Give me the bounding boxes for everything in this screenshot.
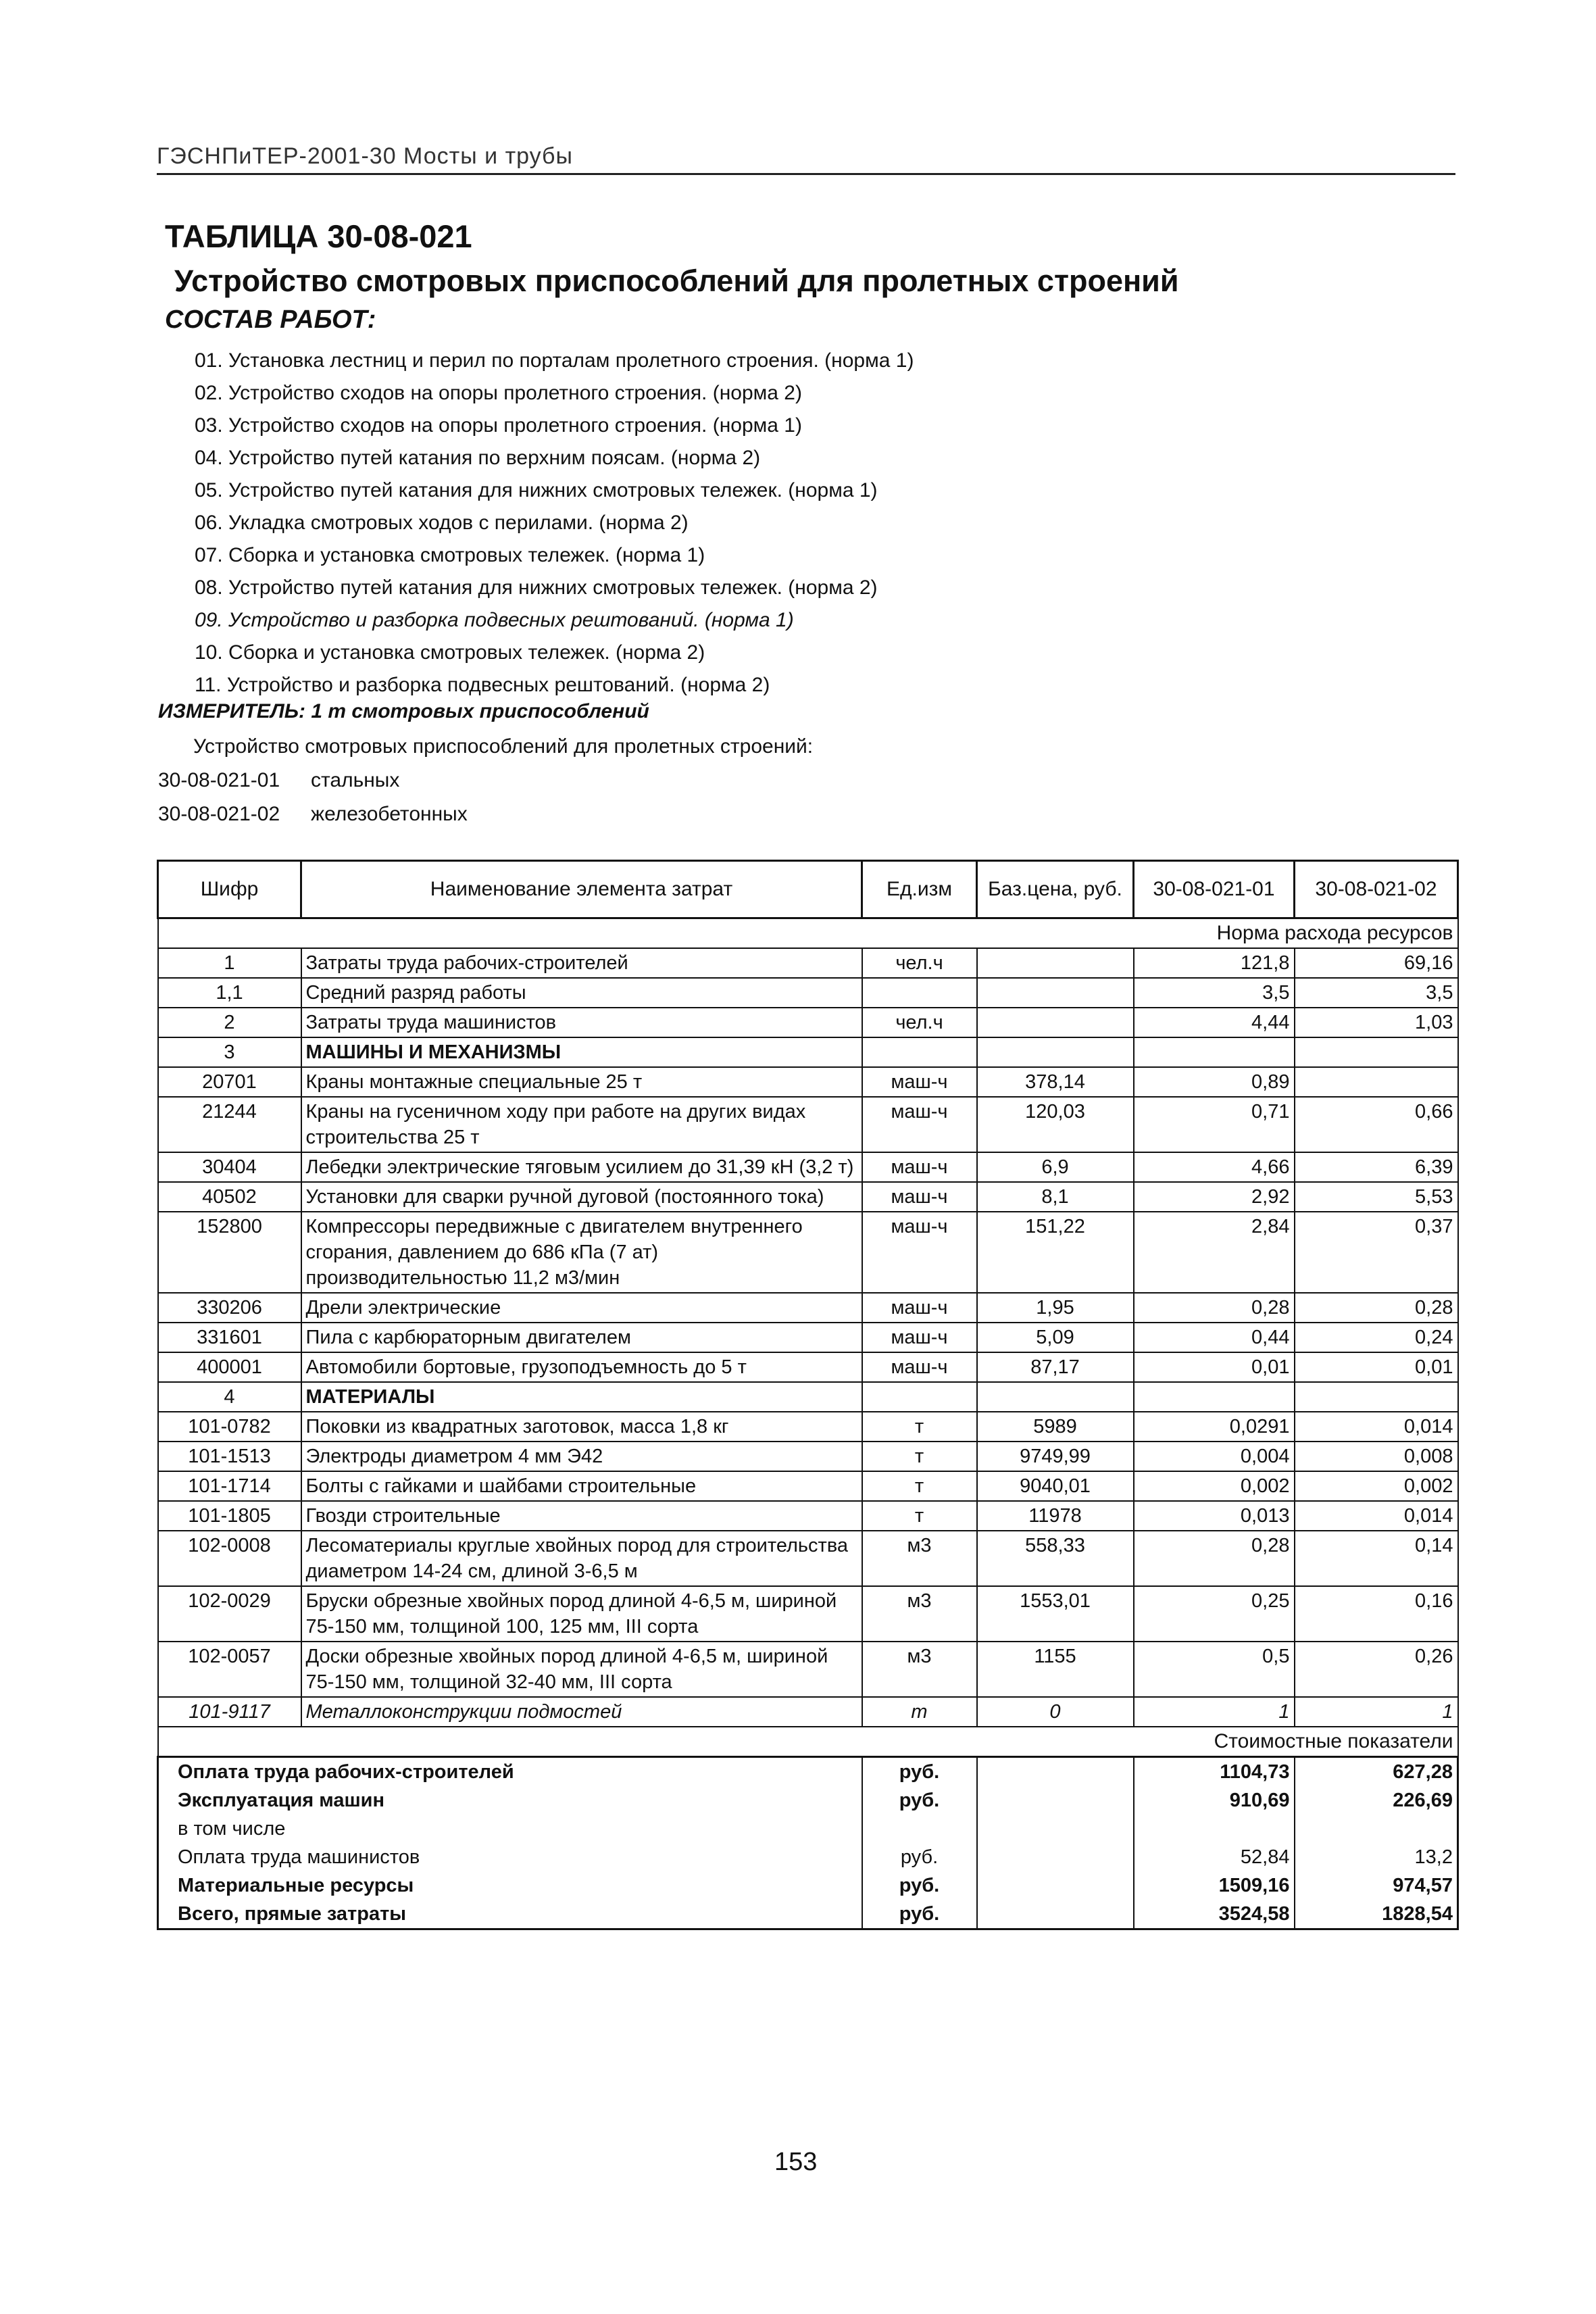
cell-price: 1553,01	[977, 1586, 1134, 1642]
cost-band-row	[158, 1727, 1458, 1757]
cell-unit: т	[862, 1697, 977, 1727]
cell-name: Электроды диаметром 4 мм Э42	[301, 1442, 862, 1471]
cell-value-1: 0,71	[1134, 1097, 1295, 1152]
cell-name: МАТЕРИАЛЫ	[301, 1382, 862, 1412]
section-row	[158, 1382, 1458, 1412]
cell-value-1: 0,28	[1134, 1293, 1295, 1323]
cell-code: 40502	[158, 1182, 301, 1212]
cell-value-1: 0,25	[1134, 1586, 1295, 1642]
summary-price	[977, 1843, 1134, 1871]
cell-price: 9749,99	[977, 1442, 1134, 1471]
table-row	[158, 978, 1458, 1008]
cell-price: 5989	[977, 1412, 1134, 1442]
table-row	[158, 1152, 1458, 1182]
table-row	[158, 1501, 1458, 1531]
cell-price: 120,03	[977, 1097, 1134, 1152]
cell-value-2	[1295, 1067, 1458, 1097]
cell-name: Лесоматериалы круглые хвойных пород для строительства диаметром 14-24 см, длиной 3-6,5 м	[301, 1531, 862, 1586]
summary-row	[158, 1900, 1458, 1929]
cell-price: 0	[977, 1697, 1134, 1727]
cell-code: 3	[158, 1037, 301, 1067]
summary-row	[158, 1786, 1458, 1815]
cell-value-2: 1	[1295, 1697, 1458, 1727]
cell-name: Средний разряд работы	[301, 978, 862, 1008]
cell-value-1: 2,84	[1134, 1212, 1295, 1293]
cell-value-1: 0,002	[1134, 1471, 1295, 1501]
cell-value-2: 0,16	[1295, 1586, 1458, 1642]
summary-price	[977, 1900, 1134, 1929]
cell-price: 5,09	[977, 1323, 1134, 1352]
cell-price: 558,33	[977, 1531, 1134, 1586]
work-item: 09. Устройство и разборка подвесных рештований. (норма 1)	[195, 609, 794, 631]
cell-unit: т	[862, 1412, 977, 1442]
cell-name: Дрели электрические	[301, 1293, 862, 1323]
cell-code: 152800	[158, 1212, 301, 1293]
cell-value-2: 0,28	[1295, 1293, 1458, 1323]
code-value: 30-08-021-01	[158, 769, 280, 791]
summary-value-1: 1104,73	[1134, 1757, 1295, 1787]
cell-value-1: 121,8	[1134, 948, 1295, 978]
cell-value-1: 0,004	[1134, 1442, 1295, 1471]
table-row	[158, 1067, 1458, 1097]
table-row	[158, 1182, 1458, 1212]
header-rule	[157, 173, 1455, 175]
cell-value-2: 0,24	[1295, 1323, 1458, 1352]
cell-code: 2	[158, 1008, 301, 1037]
cell-unit: маш-ч	[862, 1152, 977, 1182]
table-row	[158, 948, 1458, 978]
summary-value-2: 974,57	[1295, 1871, 1458, 1900]
summary-row	[158, 1815, 1458, 1843]
cell-unit: маш-ч	[862, 1182, 977, 1212]
summary-unit: руб.	[862, 1900, 977, 1929]
table-row	[158, 1697, 1458, 1727]
cell-unit: маш-ч	[862, 1293, 977, 1323]
cell-value-2: 5,53	[1295, 1182, 1458, 1212]
cell-code: 101-0782	[158, 1412, 301, 1442]
summary-price	[977, 1757, 1134, 1787]
summary-unit	[862, 1815, 977, 1843]
summary-label: Оплата труда рабочих-строителей	[158, 1757, 862, 1787]
cell-value-1: 1	[1134, 1697, 1295, 1727]
summary-label: Оплата труда машинистов	[158, 1843, 862, 1871]
header-code: Шифр	[158, 861, 301, 918]
summary-unit: руб.	[862, 1843, 977, 1871]
cell-value-2	[1295, 1037, 1458, 1067]
cell-value-1	[1134, 1037, 1295, 1067]
cell-price: 8,1	[977, 1182, 1134, 1212]
cell-unit	[862, 978, 977, 1008]
summary-label: Всего, прямые затраты	[158, 1900, 862, 1929]
cell-value-1: 0,0291	[1134, 1412, 1295, 1442]
table-title: ТАБЛИЦА 30-08-021	[165, 218, 472, 254]
cell-code: 101-9117	[158, 1697, 301, 1727]
work-item: 05. Устройство путей катания для нижних смотровых тележек. (норма 1)	[195, 479, 878, 501]
cell-value-1: 4,66	[1134, 1152, 1295, 1182]
summary-unit: руб.	[862, 1871, 977, 1900]
cell-unit: маш-ч	[862, 1323, 977, 1352]
norm-band: Норма расхода ресурсов	[158, 918, 1458, 949]
table-row	[158, 1097, 1458, 1152]
cell-value-2: 6,39	[1295, 1152, 1458, 1182]
cell-value-1: 3,5	[1134, 978, 1295, 1008]
summary-value-2	[1295, 1815, 1458, 1843]
summary-value-1: 1509,16	[1134, 1871, 1295, 1900]
code-value: 30-08-021-02	[158, 803, 280, 825]
cell-price: 6,9	[977, 1152, 1134, 1182]
cell-name: Лебедки электрические тяговым усилием до 31,39 кН (3,2 т)	[301, 1152, 862, 1182]
cell-name: Автомобили бортовые, грузоподъемность до 5 т	[301, 1352, 862, 1382]
cell-value-1: 0,013	[1134, 1501, 1295, 1531]
table-row	[158, 1531, 1458, 1586]
cell-unit: чел.ч	[862, 1008, 977, 1037]
cell-price	[977, 1008, 1134, 1037]
cell-code: 1	[158, 948, 301, 978]
summary-unit: руб.	[862, 1757, 977, 1787]
cell-name: Пила с карбюраторным двигателем	[301, 1323, 862, 1352]
cell-name: Металлоконструкции подмостей	[301, 1697, 862, 1727]
cell-price: 11978	[977, 1501, 1134, 1531]
cell-code: 20701	[158, 1067, 301, 1097]
header-name: Наименование элемента затрат	[301, 861, 862, 918]
cell-value-2: 0,66	[1295, 1097, 1458, 1152]
cell-name: МАШИНЫ И МЕХАНИЗМЫ	[301, 1037, 862, 1067]
cell-value-2: 0,37	[1295, 1212, 1458, 1293]
cell-name: Установки для сварки ручной дуговой (постоянного тока)	[301, 1182, 862, 1212]
summary-label: Эксплуатация машин	[158, 1786, 862, 1815]
table-row	[158, 1212, 1458, 1293]
cell-unit: т	[862, 1442, 977, 1471]
work-item: 01. Установка лестниц и перил по порталам пролетного строения. (норма 1)	[195, 349, 914, 372]
summary-row	[158, 1843, 1458, 1871]
cell-code: 102-0029	[158, 1586, 301, 1642]
cell-unit: м3	[862, 1642, 977, 1697]
meter-description: Устройство смотровых приспособлений для пролетных строений:	[193, 735, 814, 758]
cell-price	[977, 1037, 1134, 1067]
work-item: 07. Сборка и установка смотровых тележек. (норма 1)	[195, 544, 705, 566]
cell-code: 30404	[158, 1152, 301, 1182]
cell-name: Болты с гайками и шайбами строительные	[301, 1471, 862, 1501]
header-price: Баз.цена, руб.	[977, 861, 1134, 918]
running-header: ГЭСНПиТЕР-2001-30 Мосты и трубы	[157, 143, 573, 169]
cell-code: 102-0008	[158, 1531, 301, 1586]
header-col2: 30-08-021-02	[1295, 861, 1458, 918]
table-row	[158, 1471, 1458, 1501]
work-item: 03. Устройство сходов на опоры пролетного строения. (норма 1)	[195, 414, 802, 437]
cell-code: 331601	[158, 1323, 301, 1352]
cell-value-2: 0,26	[1295, 1642, 1458, 1697]
cell-code: 101-1805	[158, 1501, 301, 1531]
cell-name: Поковки из квадратных заготовок, масса 1,8 кг	[301, 1412, 862, 1442]
cell-value-2: 1,03	[1295, 1008, 1458, 1037]
code-line	[158, 803, 468, 826]
summary-value-1: 52,84	[1134, 1843, 1295, 1871]
cell-value-2	[1295, 1382, 1458, 1412]
work-list	[195, 345, 914, 701]
table-header-row	[158, 861, 1458, 918]
cell-unit: м3	[862, 1586, 977, 1642]
work-composition-label: СОСТАВ РАБОТ:	[165, 305, 376, 334]
summary-value-2: 627,28	[1295, 1757, 1458, 1787]
cell-unit: чел.ч	[862, 948, 977, 978]
cell-value-2: 3,5	[1295, 978, 1458, 1008]
cell-price: 378,14	[977, 1067, 1134, 1097]
summary-value-1	[1134, 1815, 1295, 1843]
table-row	[158, 1442, 1458, 1471]
cell-value-1: 4,44	[1134, 1008, 1295, 1037]
cell-code: 21244	[158, 1097, 301, 1152]
summary-price	[977, 1815, 1134, 1843]
cell-value-1: 0,28	[1134, 1531, 1295, 1586]
cell-unit: м3	[862, 1531, 977, 1586]
cell-code: 101-1714	[158, 1471, 301, 1501]
table-subtitle: Устройство смотровых приспособлений для пролетных строений	[174, 264, 1179, 298]
cell-name: Доски обрезные хвойных пород длиной 4-6,5 м, шириной 75-150 мм, толщиной 32-40 мм, III сорта	[301, 1642, 862, 1697]
section-row	[158, 1037, 1458, 1067]
cell-price: 87,17	[977, 1352, 1134, 1382]
table-row	[158, 1352, 1458, 1382]
cell-value-1: 0,89	[1134, 1067, 1295, 1097]
cell-value-1: 0,5	[1134, 1642, 1295, 1697]
cell-value-2: 69,16	[1295, 948, 1458, 978]
cell-unit: маш-ч	[862, 1097, 977, 1152]
cell-code: 1,1	[158, 978, 301, 1008]
cell-price: 151,22	[977, 1212, 1134, 1293]
summary-label: в том числе	[158, 1815, 862, 1843]
work-item: 11. Устройство и разборка подвесных рештований. (норма 2)	[195, 674, 770, 696]
cell-price	[977, 1382, 1134, 1412]
summary-value-1: 3524,58	[1134, 1900, 1295, 1929]
table-row	[158, 1008, 1458, 1037]
code-label: стальных	[311, 769, 400, 791]
work-item: 04. Устройство путей катания по верхним поясам. (норма 2)	[195, 447, 761, 469]
resource-table	[157, 860, 1459, 1930]
cell-value-2: 0,002	[1295, 1471, 1458, 1501]
cell-unit	[862, 1037, 977, 1067]
cell-name: Компрессоры передвижные с двигателем внутреннего сгорания, давлением до 686 кПа (7 ат) производительностью 11,2 м3/мин	[301, 1212, 862, 1293]
work-item: 08. Устройство путей катания для нижних смотровых тележек. (норма 2)	[195, 576, 878, 599]
cell-price: 1,95	[977, 1293, 1134, 1323]
cell-unit: маш-ч	[862, 1212, 977, 1293]
cell-value-1	[1134, 1382, 1295, 1412]
cell-unit: маш-ч	[862, 1352, 977, 1382]
cell-code: 101-1513	[158, 1442, 301, 1471]
cell-code: 102-0057	[158, 1642, 301, 1697]
summary-value-2: 226,69	[1295, 1786, 1458, 1815]
cell-name: Затраты труда рабочих-строителей	[301, 948, 862, 978]
cost-band: Стоимостные показатели	[158, 1727, 1458, 1757]
header-col1: 30-08-021-01	[1134, 861, 1295, 918]
cell-value-2: 0,014	[1295, 1501, 1458, 1531]
cell-name: Гвозди строительные	[301, 1501, 862, 1531]
code-label: железобетонных	[311, 803, 468, 825]
summary-unit: руб.	[862, 1786, 977, 1815]
cell-unit: т	[862, 1471, 977, 1501]
table-row	[158, 1586, 1458, 1642]
cell-unit	[862, 1382, 977, 1412]
cell-code: 4	[158, 1382, 301, 1412]
table-row	[158, 1293, 1458, 1323]
header-unit: Ед.изм	[862, 861, 977, 918]
norm-band-row	[158, 918, 1458, 949]
cell-value-1: 0,44	[1134, 1323, 1295, 1352]
work-item: 06. Укладка смотровых ходов с перилами. (норма 2)	[195, 512, 689, 534]
cell-value-2: 0,008	[1295, 1442, 1458, 1471]
cell-unit: т	[862, 1501, 977, 1531]
summary-value-2: 13,2	[1295, 1843, 1458, 1871]
page-number: 153	[774, 2148, 818, 2176]
table-row	[158, 1323, 1458, 1352]
cell-code: 330206	[158, 1293, 301, 1323]
cell-name: Бруски обрезные хвойных пород длиной 4-6,5 м, шириной 75-150 мм, толщиной 100, 125 мм, III сорта	[301, 1586, 862, 1642]
cell-price	[977, 978, 1134, 1008]
cell-unit: маш-ч	[862, 1067, 977, 1097]
cell-value-1: 0,01	[1134, 1352, 1295, 1382]
cell-name: Краны на гусеничном ходу при работе на других видах строительства 25 т	[301, 1097, 862, 1152]
cell-name: Краны монтажные специальные 25 т	[301, 1067, 862, 1097]
meter-label: ИЗМЕРИТЕЛЬ: 1 т смотровых приспособлений	[158, 700, 649, 722]
summary-row	[158, 1757, 1458, 1787]
cell-price: 1155	[977, 1642, 1134, 1697]
cell-value-1: 2,92	[1134, 1182, 1295, 1212]
summary-value-1: 910,69	[1134, 1786, 1295, 1815]
summary-row	[158, 1871, 1458, 1900]
table-row	[158, 1412, 1458, 1442]
summary-label: Материальные ресурсы	[158, 1871, 862, 1900]
cell-value-2: 0,014	[1295, 1412, 1458, 1442]
summary-price	[977, 1786, 1134, 1815]
summary-price	[977, 1871, 1134, 1900]
cell-value-2: 0,01	[1295, 1352, 1458, 1382]
cell-code: 400001	[158, 1352, 301, 1382]
cell-value-2: 0,14	[1295, 1531, 1458, 1586]
work-item: 10. Сборка и установка смотровых тележек. (норма 2)	[195, 641, 705, 664]
cell-name: Затраты труда машинистов	[301, 1008, 862, 1037]
summary-value-2: 1828,54	[1295, 1900, 1458, 1929]
cell-price	[977, 948, 1134, 978]
table-row	[158, 1642, 1458, 1697]
cell-price: 9040,01	[977, 1471, 1134, 1501]
work-item: 02. Устройство сходов на опоры пролетного строения. (норма 2)	[195, 382, 802, 404]
code-line	[158, 769, 399, 792]
